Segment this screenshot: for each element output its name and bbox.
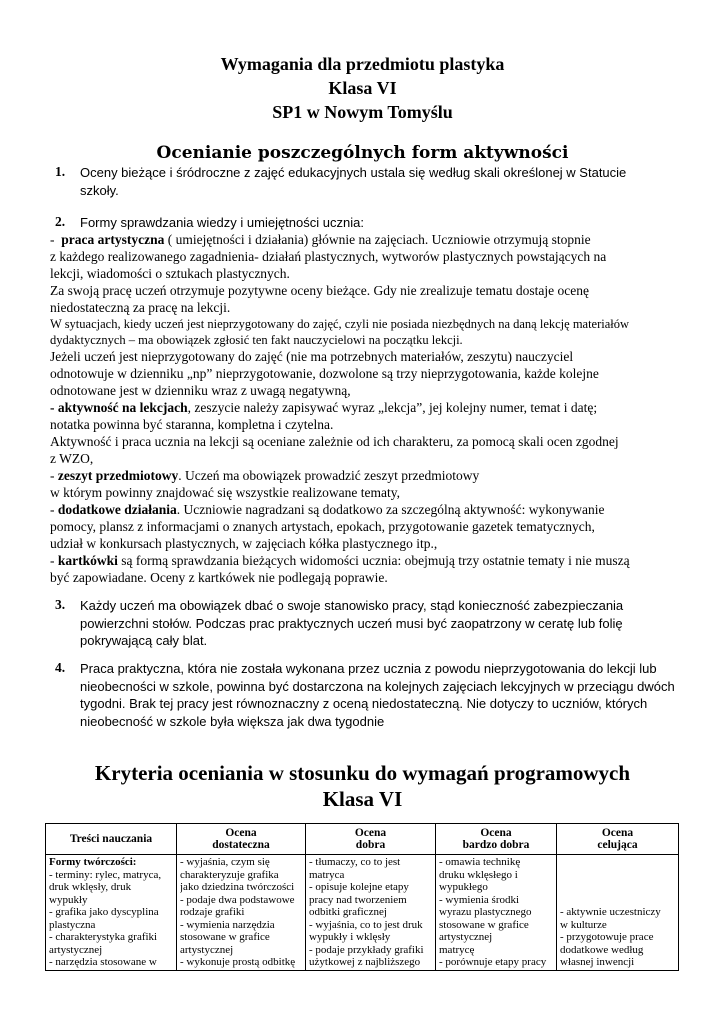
criteria-title: Kryteria oceniania w stosunku do wymagań programowych [94, 761, 631, 785]
text-line: udział w konkursach plastycznych, w zajęciach kółka plastycznego itp., [50, 536, 438, 551]
criteria-table [45, 823, 679, 971]
text-line: lekcji, wiadomości o sztukach plastycznych. [50, 266, 290, 281]
cell-dostateczna [177, 855, 306, 971]
cell-line: dodatkowe według [560, 943, 644, 956]
cell-line: - wyjaśnia, czym się [180, 856, 270, 868]
text-line: pomocy, plansz z informacjami o znanych artystach, epokach, przygotowanie gazetek tematycznych, [50, 519, 595, 534]
item4-text [80, 660, 680, 730]
table-row [46, 855, 679, 971]
cell-line: charakteryzuje grafika [180, 868, 279, 881]
cell-tresci [46, 855, 177, 971]
text-line: z WZO, [50, 451, 94, 466]
dodatkowe-label: dodatkowe działania [57, 502, 177, 517]
text-line: pokrywającą cały blat. [80, 633, 208, 648]
text-line: Praca praktyczna, która nie została wykonana przez ucznia z powodu nieprzygotowania do lekcji lub [80, 661, 657, 676]
cell-line: - wyjaśnia, co to jest druk [309, 918, 423, 931]
text-line: z każdego realizowanego zagadnienia- działań plastycznych, wytworów plastycznych powstających na [50, 249, 607, 264]
cell-line: - tłumaczy, co to jest [309, 856, 401, 868]
school-title: SP1 w Nowym Tomyślu [272, 102, 453, 122]
header-bardzo-dobra: Ocena bardzo dobra [436, 824, 557, 855]
cell-line: - podaje dwa podstawowe [180, 893, 295, 906]
document-title: Wymagania dla przedmiotu plastyka [220, 54, 505, 74]
item-number: 4. [55, 660, 66, 675]
text-line: tygodni. Brak tej pracy jest równoznaczny z oceną niedostateczną. Nie dotyczy to uczniów, których [80, 696, 648, 711]
cell-bardzo-dobra [436, 855, 557, 971]
text-line: odnotowane jest w dzienniku wraz z uwagą negatywną, [50, 383, 351, 398]
text-line: Oceny bieżące i śródroczne z zajęć edukacyjnych ustala się według skali określonej w Statucie [80, 165, 627, 180]
aktywnosc-label: - aktywność na lekcjach [50, 400, 188, 415]
zeszyt-label: zeszyt przedmiotowy [57, 468, 179, 483]
cell-line: wypukłego [439, 881, 488, 893]
cell-line: - omawia technikę [439, 856, 521, 868]
text-line: Aktywność i praca ucznia na lekcji są oceniane zależnie od ich charakteru, za pomocą skali ocen zgodnej [50, 434, 619, 449]
cell-line: artystycznej [49, 943, 103, 956]
cell-line: artystycznej [180, 943, 234, 956]
aktywnosc-line: - aktywność na lekcjach, zeszycie należy zapisywać wyraz „lekcja”, jej kolejny numer, temat i datę; [50, 400, 598, 415]
item2-heading: Formy sprawdzania wiedzy i umiejętności ucznia: [80, 215, 364, 230]
cell-line: - terminy: rylec, matryca, [49, 868, 162, 881]
text-line: powierzchni stołów. Podczas prac praktycznych uczeń musi być zaopatrzony w ceratę lub folię [80, 615, 623, 631]
text-line: Za swoją pracę uczeń otrzymuje pozytywne oceny bieżące. Gdy nie zrealizuje tematu dostaje ocenę [50, 283, 589, 298]
item-number: 1. [55, 164, 66, 179]
cell-line: druk wklęsły, druk [49, 881, 132, 893]
section-heading: Ocenianie poszczególnych form aktywności [156, 143, 569, 163]
text-line: być zapowiadane. Oceny z kartkówek nie podlegają poprawie. [50, 570, 388, 585]
cell-line: - podaje przykłady grafiki [309, 943, 424, 956]
cell-line: matryca [309, 868, 345, 881]
text-line: notatka powinna być staranna, kompletna i czytelna. [50, 417, 334, 432]
cell-line: własnej inwencji [560, 956, 635, 968]
zeszyt-line: - zeszyt przedmiotowy. Uczeń ma obowiązek prowadzić zeszyt przedmiotowy [50, 468, 480, 483]
text-line: odnotowuje w dzienniku „np” nieprzygotowanie, dozwolone są trzy nieprzygotowania, każde kolejne [50, 366, 599, 381]
cell-line: - wymienia środki [439, 893, 520, 906]
cell-line: pracy nad tworzeniem [309, 893, 407, 906]
item-number: 3. [55, 597, 66, 612]
cell-line: użytkowej z najbliższego [309, 956, 421, 968]
item2-body [50, 231, 685, 586]
cell-dobra [306, 855, 436, 971]
cell-line: odbitki graficznej [309, 906, 387, 918]
cell-line: - wymienia narzędzia [180, 918, 275, 931]
text-line: nieobecność w szkole była większa jak dwa tygodnie [80, 713, 385, 729]
cell-line: w kulturze [560, 918, 607, 931]
header-dobra: Ocena dobra [306, 824, 436, 855]
header-tresci: Treści nauczania [46, 824, 177, 855]
cell-line: - narzędzia stosowane w [49, 956, 157, 968]
class-title: Klasa VI [328, 78, 397, 98]
item3-text [80, 597, 680, 650]
header-dostateczna: Ocena dostateczna [177, 824, 306, 855]
cell-line: stosowane w grafice [439, 918, 529, 931]
header-celujaca: Ocena celująca [557, 824, 679, 855]
cell-line: wypukły i wklęsły [309, 931, 391, 943]
cell-line: - wykonuje prostą odbitkę [180, 956, 296, 968]
dodatkowe-line: - dodatkowe działania. Uczniowie nagradzani są dodatkowo za szczególną aktywność: wykonywanie [50, 502, 605, 517]
cell-line: - przygotowuje prace [560, 931, 654, 943]
text-line: niedostateczną za pracę na lekcji. [50, 300, 231, 315]
cell-line: artystycznej [439, 931, 493, 943]
praca-label: praca artystyczna [61, 232, 165, 247]
cell-line: - porównuje etapy pracy [439, 956, 547, 968]
cell-line: wyrazu plastycznego [439, 906, 532, 918]
cell-line: - aktywnie uczestniczy [560, 906, 661, 918]
cell-line: jako dziedzina twórczości [180, 881, 295, 893]
text-line: szkoły. [80, 182, 119, 198]
text-line: dydaktycznych – ma obowiązek zgłosić ten fakt nauczycielowi na początku lekcji. [50, 333, 463, 347]
cell-line: - charakterystyka grafiki [49, 931, 158, 943]
cell-line: wypukły [49, 893, 88, 906]
cell-line: Formy twórczości: [49, 856, 137, 868]
text-line: Każdy uczeń ma obowiązek dbać o swoje stanowisko pracy, stąd konieczność zabezpieczania [80, 598, 624, 613]
text-line: Jeżeli uczeń jest nieprzygotowany do zajęć (nie ma potrzebnych materiałów, zeszytu) nauczyciel [50, 349, 574, 364]
cell-line: druku wklęsłego i [439, 868, 518, 881]
text-line: W sytuacjach, kiedy uczeń jest nieprzygotowany do zajęć, czyli nie posiada niezbędnych na daną lekcję materiałów [50, 317, 630, 331]
criteria-class-title: Klasa VI [322, 787, 403, 811]
cell-line: plastyczna [49, 918, 96, 931]
cell-line: rodzaje grafiki [180, 906, 245, 918]
cell-celujaca [557, 855, 679, 971]
kartkowki-line: - kartkówki są formą sprawdzania bieżących widomości ucznia: obejmują trzy ostatnie tematy i nie muszą [50, 553, 630, 568]
cell-line: - grafika jako dyscyplina [49, 906, 159, 918]
text-line: w którym powinny znajdować się wszystkie realizowane tematy, [50, 485, 401, 500]
cell-line: matrycę [439, 943, 475, 956]
item1-text [80, 164, 680, 199]
praca-line: - praca artystyczna ( umiejętności i działania) głównie na zajęciach. Uczniowie otrzymują stopnie [50, 232, 591, 247]
kartkowki-label: kartkówki [57, 553, 118, 568]
table-header-row [46, 824, 679, 855]
cell-line: - opisuje kolejne etapy [309, 881, 409, 893]
cell-line: stosowane w grafice [180, 931, 270, 943]
item-number: 2. [55, 214, 66, 229]
text-line: nieobecności w szkole, powinna być dostarczona na kolejnych zajęciach lekcyjnych w przeciągu dwóch [80, 678, 675, 694]
